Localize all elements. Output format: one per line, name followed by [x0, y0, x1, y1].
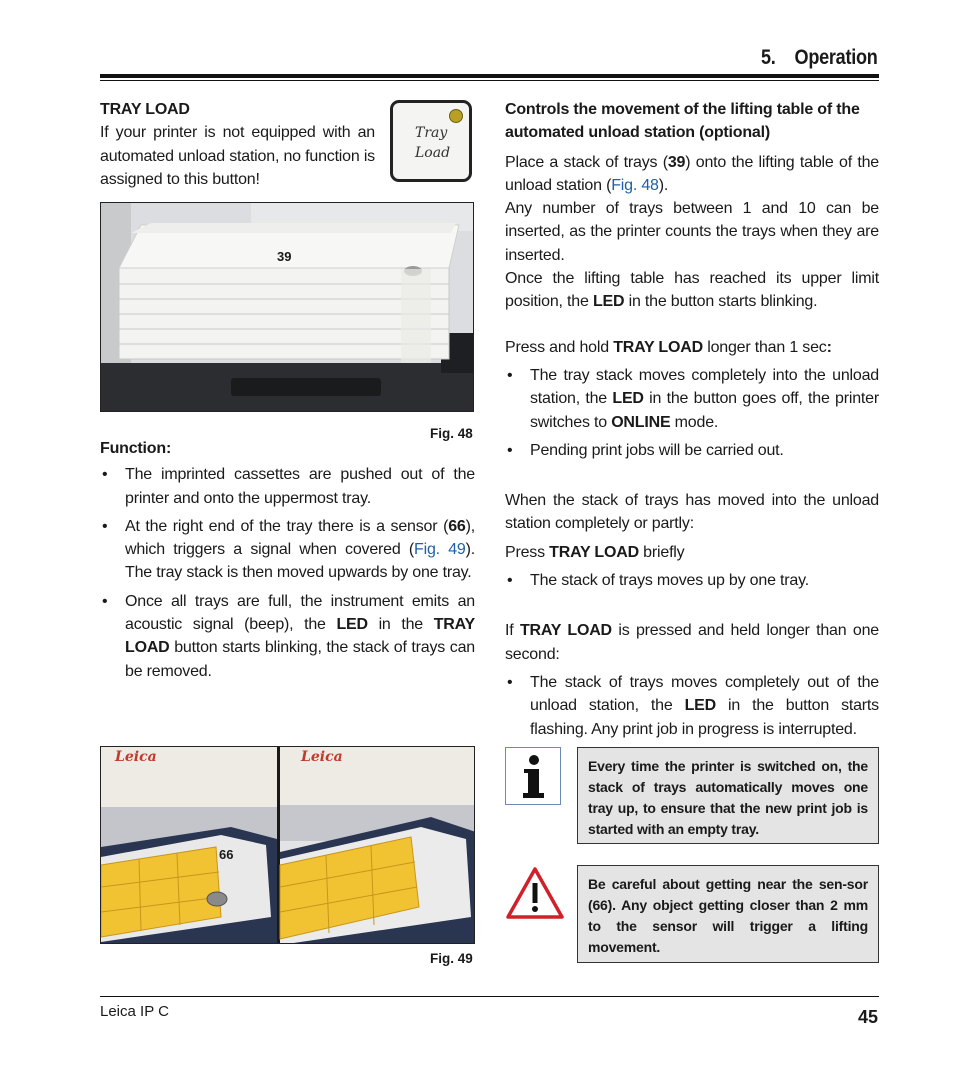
- tray-load-intro: [100, 98, 375, 191]
- footer-rule: [100, 996, 879, 997]
- function-section: [100, 437, 475, 688]
- fig49-link[interactable]: Fig. 49: [414, 541, 466, 559]
- tray-load-button-label: Tray Load: [415, 125, 451, 161]
- figure-49-caption: Fig. 49: [430, 951, 473, 966]
- hold-result-list: [505, 364, 879, 462]
- paragraph: When the stack of trays has moved into the unload station completely or partly:: [505, 492, 879, 533]
- tray-load-button-image: [390, 100, 472, 182]
- led-indicator-icon: [449, 109, 463, 123]
- paragraph: Place a stack of trays (39) onto the lifting table of the unload station (Fig. 48).: [505, 153, 879, 194]
- paragraph: If TRAY LOAD is pressed and held longer than one second:: [505, 622, 879, 663]
- list-item: • Once all trays are full, the instrument emits an acoustic signal (beep), the LED in the TRAY LOAD button starts blinking, the stack of trays can be removed.: [100, 590, 475, 683]
- section-title: 5. Operation: [761, 46, 878, 69]
- function-list: [100, 463, 475, 683]
- fig49-callout-66: 66: [219, 847, 234, 862]
- warning-note: Be careful about getting near the sen-sor (66). Any object getting closer than 2 mm to the sensor will trigger a lifting movement.: [577, 865, 879, 963]
- info-icon: [505, 747, 561, 805]
- header-rule: [100, 74, 879, 78]
- tray-load-intro-text: If your printer is not equipped with an automated unload station, no function is assigned to this button!: [100, 124, 375, 188]
- paragraph: Press TRAY LOAD briefly: [505, 543, 685, 561]
- sensor-illustration: [101, 747, 475, 944]
- figure-48-tray-stack-photo: [100, 202, 474, 412]
- paragraph: Once the lifting table has reached its upper limit position, the LED in the button starts blinking.: [505, 270, 879, 311]
- list-item: • Pending print jobs will be carried out.: [505, 439, 879, 462]
- figure-48-caption: Fig. 48: [430, 426, 473, 441]
- list-item: • The imprinted cassettes are pushed out of the printer and onto the uppermost tray.: [100, 463, 475, 510]
- footer-product-name: Leica IP C: [100, 1003, 169, 1020]
- paragraph: Any number of trays between 1 and 10 can be inserted, as the printer counts the trays when they are inserted.: [505, 200, 879, 264]
- long-press-list: [505, 671, 879, 741]
- lifting-table-section: [505, 98, 879, 746]
- list-item: • The stack of trays moves completely out of the unload station, the LED in the button starts flashing. Any print job in progress is interrupted.: [505, 671, 879, 741]
- brief-press-list: [505, 569, 879, 592]
- list-item: • At the right end of the tray there is a sensor (66), which triggers a signal when covered (Fig. 49). The tray stack is then moved upwards by one tray.: [100, 515, 475, 585]
- leica-logo: Leica: [115, 749, 157, 765]
- lifting-table-heading: Controls the movement of the lifting table of the automated unload station (optional): [505, 101, 860, 142]
- paragraph: Press and hold TRAY LOAD longer than 1 sec:: [505, 338, 832, 356]
- fig48-callout-39: 39: [277, 249, 292, 264]
- leica-logo-2: Leica: [301, 749, 343, 765]
- function-heading: Function:: [100, 440, 172, 457]
- figure-49-sensor-photo: [100, 746, 475, 944]
- page-number: 45: [857, 1007, 878, 1027]
- list-item: • The tray stack moves completely into the unload station, the LED in the button goes off, the printer switches to ONLINE mode.: [505, 364, 879, 434]
- tray-stack-illustration: [101, 203, 474, 412]
- info-note: Every time the printer is switched on, the stack of trays automatically moves one tray up, to ensure that the new print job is started with an empty tray.: [577, 747, 879, 844]
- header-rule-thin: [100, 80, 879, 81]
- warning-icon: [505, 866, 565, 920]
- list-item: • The stack of trays moves up by one tray.: [505, 569, 879, 592]
- tray-load-heading: TRAY LOAD: [100, 101, 190, 118]
- fig48-link[interactable]: Fig. 48: [611, 176, 659, 194]
